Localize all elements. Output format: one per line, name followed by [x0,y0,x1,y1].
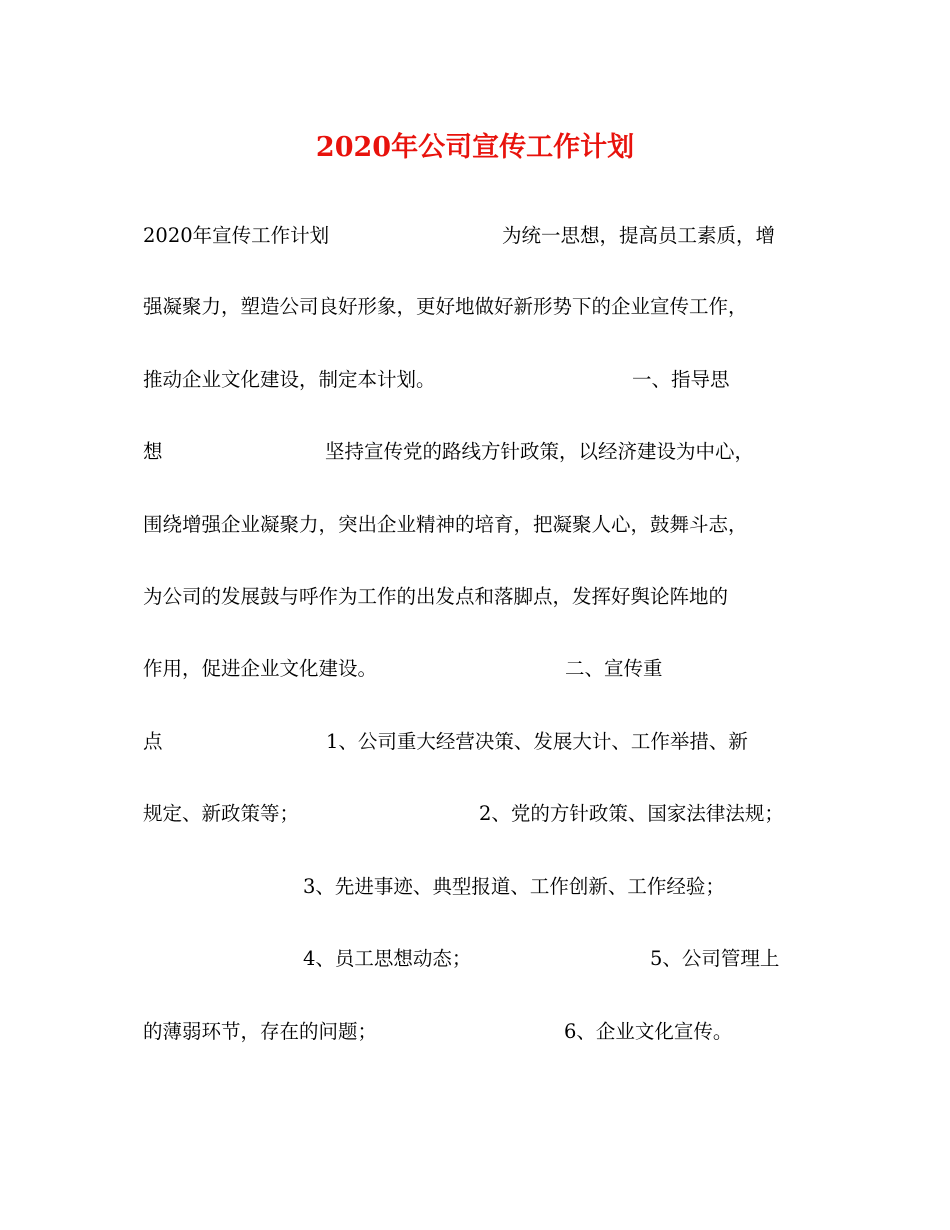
body-line-3 [143,362,823,398]
text-segment: 坚持宣传党的路线方针政策，以经济建设为中心， [325,440,755,463]
body-line-7 [143,651,823,687]
text-segment: 二、宣传重 [565,657,663,680]
text-segment: 为统一思想，提高员工素质，增 [502,224,776,247]
text-segment: 5、公司管理上 [650,947,780,970]
text-segment: 推动企业文化建设，制定本计划。 [143,368,436,391]
body-line-4 [143,434,823,470]
body-line-10 [143,869,823,905]
body-line-2 [143,289,823,325]
body-line-12 [143,1014,823,1050]
text-segment: 2020年宣传工作计划 [143,224,330,247]
text-segment: 围绕增强企业凝聚力，突出企业精神的培育，把凝聚人心，鼓舞斗志， [143,513,748,536]
text-segment: 规定、新政策等； [143,802,300,825]
body-line-8 [143,724,823,760]
text-segment: 强凝聚力，塑造公司良好形象，更好地做好新形势下的企业宣传工作， [143,295,748,318]
text-segment: 点 [143,730,163,753]
text-segment: 6、企业文化宣传。 [564,1020,733,1043]
body-line-5 [143,507,823,543]
document-title: 2020年公司宣传工作计划 [315,132,635,163]
body-line-11 [143,941,823,977]
text-segment: 为公司的发展鼓与呼作为工作的出发点和落脚点，发挥好舆论阵地的 [143,585,729,608]
body-line-1 [143,218,823,254]
text-segment: 1、公司重大经营决策、发展大计、工作举措、新 [326,730,748,753]
text-segment: 想 [143,440,163,463]
body-line-6 [143,579,823,615]
text-segment: 3、先进事迹、典型报道、工作创新、工作经验； [303,875,725,898]
text-segment: 的薄弱环节，存在的问题； [143,1020,378,1043]
text-segment: 作用，促进企业文化建设。 [143,657,378,680]
text-segment: 一、指导思 [632,368,730,391]
body-line-9 [143,796,823,832]
text-segment: 4、员工思想动态； [303,947,472,970]
text-segment: 2、党的方针政策、国家法律法规； [479,802,784,825]
